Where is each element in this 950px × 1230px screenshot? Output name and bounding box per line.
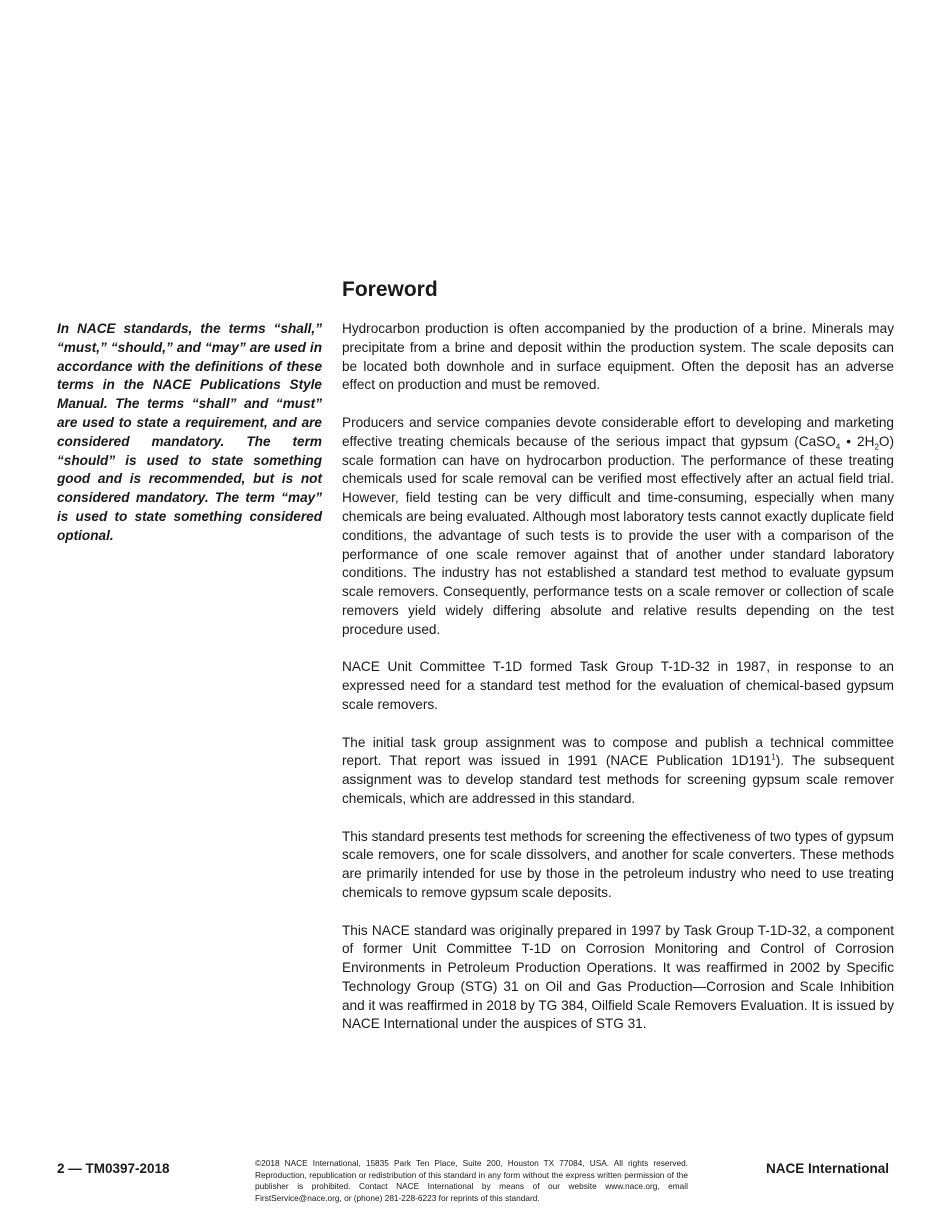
page-title: Foreword <box>342 278 438 301</box>
paragraph-3: NACE Unit Committee T-1D formed Task Group T-1D-32 in 1987, in response to an expressed need for a standard test method for the evaluation of chemical-based gypsum scale removers. <box>342 659 894 712</box>
copyright-notice: ©2018 NACE International, 15835 Park Ten Place, Suite 200, Houston TX 77084, USA. All rights reserved. Reproduction, republication or redistribution of this standard in any form without the express written permission of the publisher is prohibited. Contact NACE International by means of our website www.nace.org, email FirstService@nace.org, or (phone) 281-228-6223 for reprints of this standard. <box>255 1158 688 1203</box>
paragraph-1: Hydrocarbon production is often accompanied by the production of a brine. Minerals may precipitate from a brine and deposit within the production system. The scale deposits can be located both downhole and in surface equipment. Often the deposit has an adverse effect on production and must be removed. <box>342 321 894 393</box>
paragraph-6: This NACE standard was originally prepared in 1997 by Task Group T-1D-32, a component of former Unit Committee T-1D on Corrosion Monitoring and Control of Corrosion Environments in Petroleum Production Operations. It was reaffirmed in 2002 by Specific Technology Group (STG) 31 on Oil and Gas Production—Corrosion and Scale Inhibition and it was reaffirmed in 2018 by TG 384, Oilfield Scale Removers Evaluation. It is issued by NACE International under the auspices of STG 31. <box>342 922 894 1032</box>
publisher-name: NACE International <box>765 1161 889 1176</box>
foreword-body <box>342 320 894 1053</box>
paragraph-4: The initial task group assignment was to compose and publish a technical committee report. That report was issued in 1991 (NACE Publication $1D191^1$). The subsequent assignment was to develop standard test methods for screening gypsum scale remover chemicals, which are addressed in this standard. <box>342 734 894 806</box>
paragraph-5: This standard presents test methods for screening the effectiveness of two types of gypsum scale removers, one for scale dissolvers, and another for scale converters. These methods are primarily intended for use by those in the petroleum industry who need to use treating chemicals to remove gypsum scale deposits. <box>342 828 894 900</box>
paragraph-2: Producers and service companies devote considerable effort to developing and marketing effective treating chemicals because of the serious impact that gypsum (CaSO$_4$ • $2H_2O$) scale formation can have on hydrocarbon production. The performance of these treating chemicals used for scale removal can be verified most effectively after an actual field trial. However, field testing can be very difficult and time-consuming, especially when many chemicals are being evaluated. Although most laboratory tests cannot exactly duplicate field conditions, the advantage of such tests is to provide the user with a comparison of the performance of one scale remover against that of another under standard laboratory conditions. The industry has not established a standard test method to evaluate gypsum scale removers. Consequently, performance tests on a scale remover or collection of scale removers yield widely differing absolute and relative results depending on the test procedure used. <box>342 414 894 637</box>
terminology-note: In NACE standards, the terms “shall,” “must,” “should,” and “may” are used in accordance with the definitions of these terms in the NACE Publications Style Manual. The terms “shall” and “must” are used to state a requirement, and are considered mandatory. The term “should” is used to state something good and is recommended, but is not considered mandatory. The term “may” is used to state something considered optional. <box>57 321 322 543</box>
page-number-doc-id: 2 — TM0397-2018 <box>57 1161 170 1176</box>
